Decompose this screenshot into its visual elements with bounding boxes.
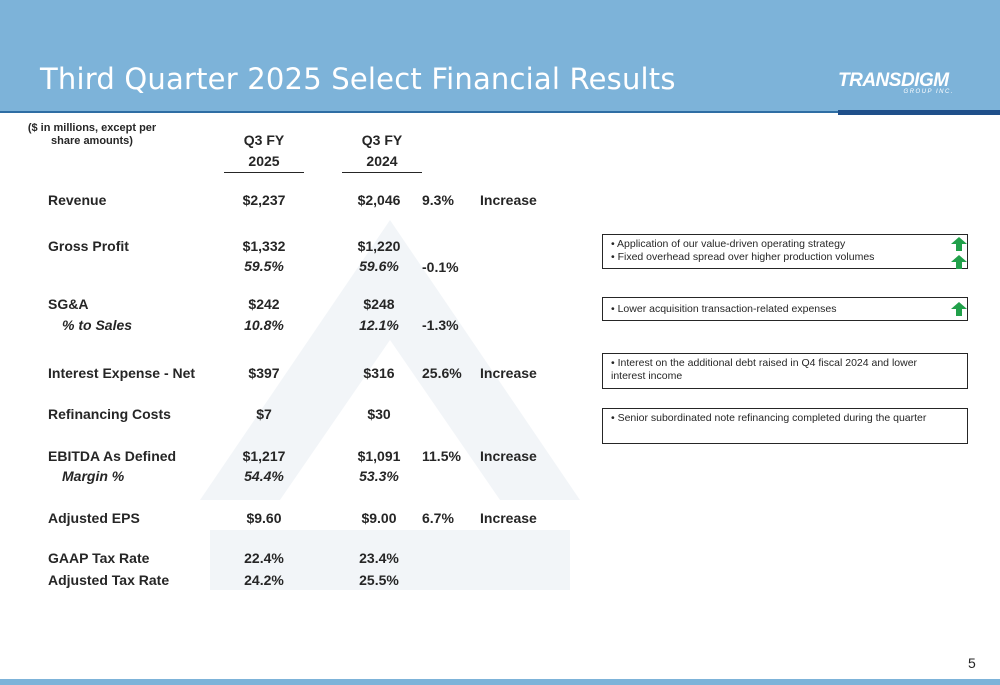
revenue-change-label: Increase bbox=[480, 192, 537, 208]
row-label-ebitda: EBITDA As Defined bbox=[48, 448, 177, 464]
ebitda-change-label: Increase bbox=[480, 448, 537, 464]
green-up-arrow-icon bbox=[951, 255, 967, 269]
sga-pct-2025: 10.8% bbox=[244, 317, 284, 333]
footer-bar bbox=[0, 679, 1000, 685]
interest-2024: $316 bbox=[363, 365, 395, 381]
ebitda-margin-2025: 54.4% bbox=[244, 468, 284, 484]
note-line: • Fixed overhead spread over higher production volumes bbox=[611, 251, 875, 263]
row-label-gross-profit: Gross Profit bbox=[48, 238, 129, 254]
gross-profit-2025: $1,332 bbox=[242, 238, 286, 254]
refinancing-2024: $30 bbox=[367, 406, 391, 422]
row-label-adjusted-eps: Adjusted EPS bbox=[48, 510, 140, 526]
page-title: Third Quarter 2025 Select Financial Results bbox=[40, 62, 676, 96]
note-refinancing bbox=[602, 408, 968, 444]
column-header-q3-2024 bbox=[342, 130, 422, 173]
column-header-q3-2025 bbox=[224, 130, 304, 173]
ebitda-2024: $1,091 bbox=[357, 448, 401, 464]
note-sga bbox=[602, 297, 968, 321]
gross-margin-2025: 59.5% bbox=[244, 258, 284, 274]
row-label-sga: SG&A bbox=[48, 296, 89, 312]
sga-pct-2024: 12.1% bbox=[359, 317, 399, 333]
header-rule bbox=[0, 111, 838, 113]
note-line: • Lower acquisition transaction-related expenses bbox=[611, 303, 837, 315]
note-line: • Senior subordinated note refinancing completed during the quarter bbox=[611, 412, 927, 424]
adjusted-tax-2025: 24.2% bbox=[244, 572, 284, 588]
note-gross-profit bbox=[602, 234, 968, 269]
row-label-refinancing: Refinancing Costs bbox=[48, 406, 171, 422]
green-up-arrow-icon bbox=[951, 302, 967, 316]
note-interest bbox=[602, 353, 968, 389]
ebitda-2025: $1,217 bbox=[242, 448, 286, 464]
row-label-ebitda-margin: Margin % bbox=[62, 468, 125, 484]
column-header-year: 2025 bbox=[224, 151, 304, 173]
page-number: 5 bbox=[968, 655, 976, 671]
gross-profit-2024: $1,220 bbox=[357, 238, 401, 254]
note-line: • Application of our value-driven operating strategy bbox=[611, 238, 846, 250]
gross-margin-2024: 59.6% bbox=[359, 258, 399, 274]
revenue-2025: $2,237 bbox=[242, 192, 286, 208]
unit-note: ($ in millions, except per share amounts) bbox=[27, 122, 157, 147]
row-label-interest: Interest Expense - Net bbox=[48, 365, 196, 381]
sga-2024: $248 bbox=[363, 296, 395, 312]
column-header-line1: Q3 FY bbox=[361, 132, 403, 148]
ebitda-margin-2024: 53.3% bbox=[359, 468, 399, 484]
eps-2025: $9.60 bbox=[246, 510, 282, 526]
interest-pct-change: 25.6% bbox=[422, 365, 462, 381]
revenue-2024: $2,046 bbox=[357, 192, 401, 208]
refinancing-2025: $7 bbox=[256, 406, 272, 422]
logo-subtitle: GROUP INC. bbox=[903, 89, 954, 95]
interest-change-label: Increase bbox=[480, 365, 537, 381]
revenue-pct-change: 9.3% bbox=[422, 192, 454, 208]
gaap-tax-2024: 23.4% bbox=[359, 550, 399, 566]
eps-2024: $9.00 bbox=[361, 510, 397, 526]
header-rule-accent bbox=[838, 110, 1000, 115]
logo-wordmark: TRANSDIGM bbox=[838, 70, 949, 91]
green-up-arrow-icon bbox=[951, 237, 967, 251]
sga-2025: $242 bbox=[248, 296, 280, 312]
eps-pct-change: 6.7% bbox=[422, 510, 454, 526]
row-label-gaap-tax: GAAP Tax Rate bbox=[48, 550, 150, 566]
adjusted-tax-2024: 25.5% bbox=[359, 572, 399, 588]
column-header-year: 2024 bbox=[342, 151, 422, 173]
interest-2025: $397 bbox=[248, 365, 280, 381]
gaap-tax-2025: 22.4% bbox=[244, 550, 284, 566]
row-label-sga-pct: % to Sales bbox=[62, 317, 133, 333]
company-logo bbox=[838, 70, 958, 102]
ebitda-pct-change: 11.5% bbox=[422, 448, 461, 464]
row-label-revenue: Revenue bbox=[48, 192, 107, 208]
note-line: • Interest on the additional debt raised in Q4 fiscal 2024 and lower interest income bbox=[611, 357, 918, 382]
eps-change-label: Increase bbox=[480, 510, 537, 526]
gross-margin-pct-change: -0.1% bbox=[422, 259, 459, 275]
column-header-line1: Q3 FY bbox=[243, 132, 285, 148]
sga-pct-change: -1.3% bbox=[422, 317, 459, 333]
row-label-adjusted-tax: Adjusted Tax Rate bbox=[48, 572, 170, 588]
